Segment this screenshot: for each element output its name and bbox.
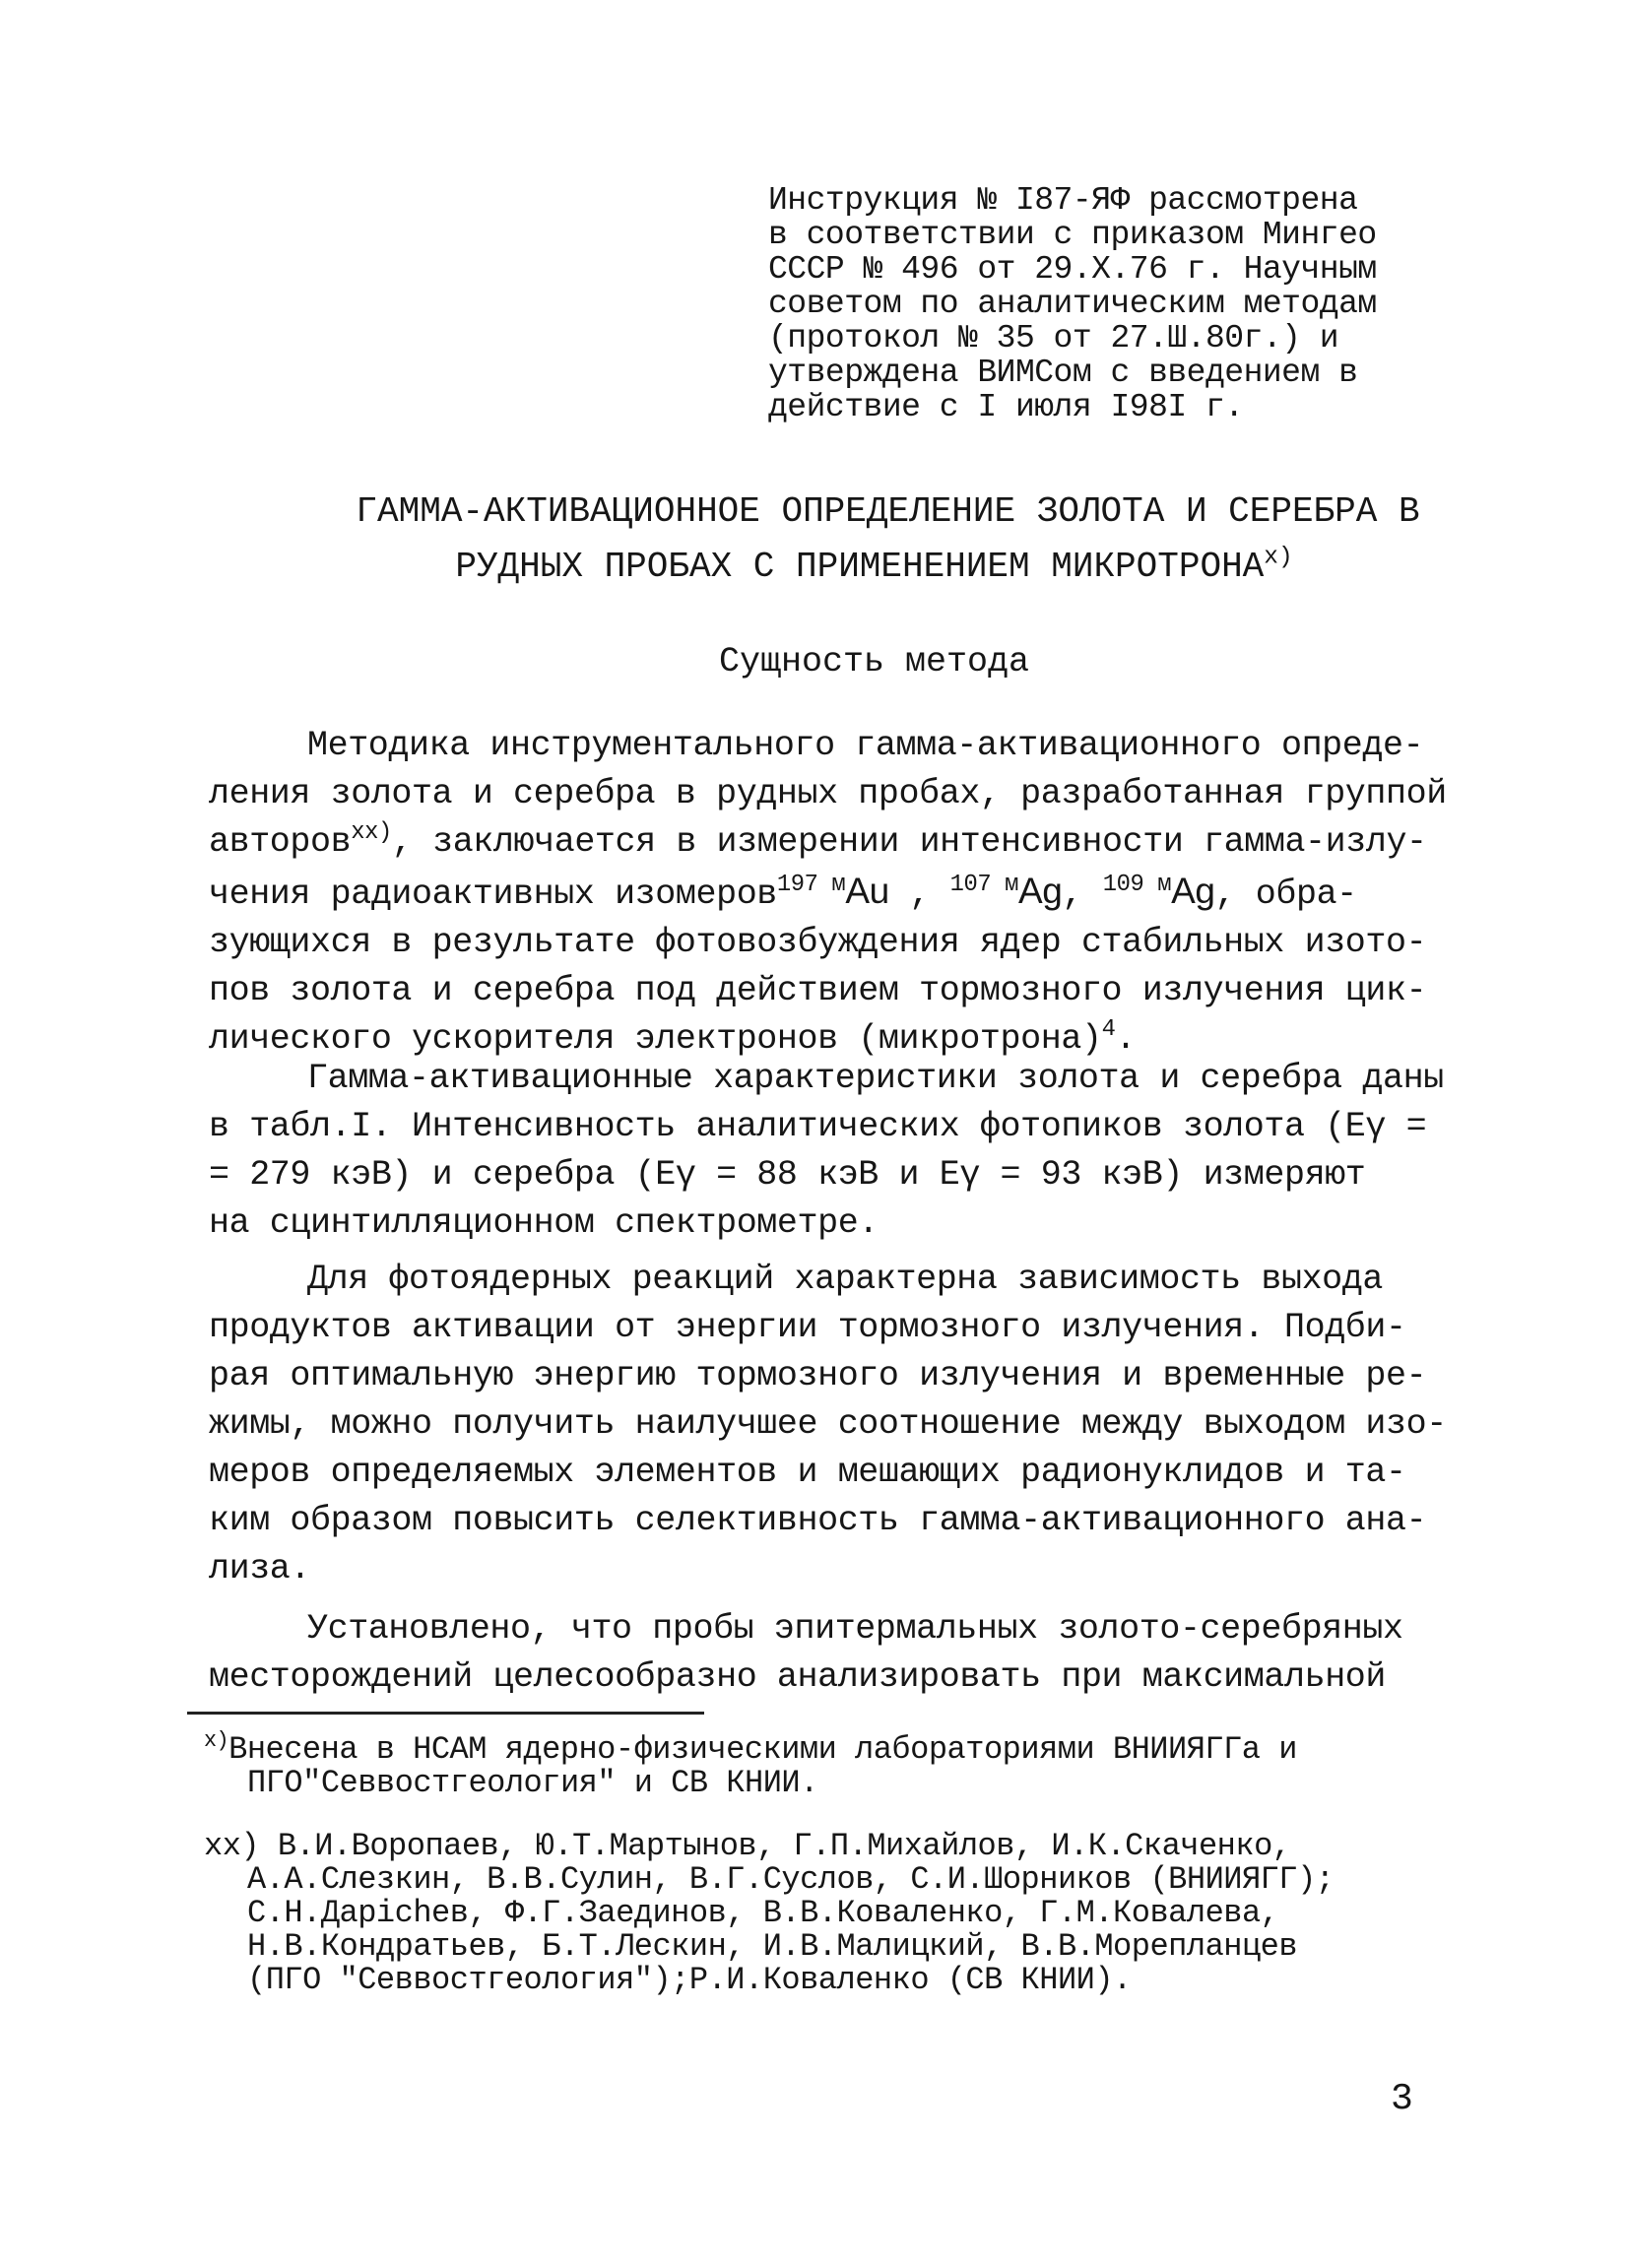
paragraph-method-essence	[209, 722, 1450, 1064]
text-line: ления золота и серебра в рудных пробах, разработанная группой	[209, 774, 1447, 813]
page-number: 3	[1391, 2078, 1413, 2120]
footnote-xx	[204, 1830, 1334, 1997]
text-line: чения радиоактивных изомеров$^{197 м}$Au , $^{107 м}$Ag, $^{109 м}$Ag, обра-	[209, 871, 1357, 914]
footnote-divider	[187, 1712, 704, 1715]
title-line-2	[0, 540, 1628, 595]
approval-line: Инструкция № I87-ЯФ рассмотрена	[768, 182, 1358, 219]
text-line: хх) В.И.Воропаев, Ю.Т.Мартынов, Г.П.Михайлов, И.К.Скаченко,	[204, 1828, 1291, 1864]
paragraph-established	[209, 1605, 1450, 1702]
text-line: Гамма-активационные характеристики золота и серебра даны	[307, 1059, 1444, 1098]
text-line	[204, 1728, 1297, 1768]
text-line: С.Н.Дарichев, Ф.Г.Заединов, В.В.Коваленко, Г.М.Ковалева,	[247, 1895, 1279, 1931]
footnote-mark-xx: xx)	[351, 818, 392, 846]
approval-line: действие с I июля I98I г.	[768, 389, 1244, 425]
approval-note	[768, 183, 1377, 424]
text-line: жимы, можно получить наилучшее соотношение между выходом изо-	[209, 1404, 1447, 1444]
text-line: пов золота и серебра под действием тормозного излучения цик-	[209, 971, 1427, 1010]
approval-line: советом по аналитическим методам	[768, 286, 1377, 322]
text-fragment: Внесена в НСАМ ядерно-физическими лабораториями ВНИИЯГГа и	[228, 1731, 1297, 1768]
text-fragment: авторов	[209, 822, 352, 862]
title-line-1: ГАММА-АКТИВАЦИОННОЕ ОПРЕДЕЛЕНИЕ ЗОЛОТА И СЕРЕБРА В	[356, 491, 1420, 532]
isotope-mass-au197: 197 м	[776, 871, 846, 898]
text-line: на сцинтилляционном спектрометре.	[209, 1203, 879, 1243]
section-heading	[0, 640, 1628, 683]
paragraph-characteristics	[209, 1055, 1450, 1248]
text-line: Н.В.Кондратьев, Б.Т.Лескин, И.В.Малицкий, В.В.Морепланцев	[247, 1928, 1298, 1965]
text-line: Установлено, что пробы эпитермальных золото-серебряных	[307, 1609, 1403, 1649]
text-line: (ПГО "Севвостгеология");Р.И.Коваленко (СВ КНИИ).	[247, 1962, 1132, 1998]
approval-line: утверждена ВИМСом с введением в	[768, 355, 1358, 391]
document-title	[0, 485, 1628, 595]
approval-line: в соответствии с приказом Мингео	[768, 217, 1377, 253]
text-line: лиза.	[209, 1549, 311, 1588]
footnote-mark-x: x)	[204, 1728, 229, 1754]
isotope-symbol-ag: Ag	[1171, 871, 1215, 911]
reference-mark: 4	[1101, 1015, 1116, 1043]
text-fragment: чения радиоактивных изомеров	[209, 875, 777, 914]
text-line: ПГО"Севвостгеология" и СВ КНИИ.	[247, 1765, 818, 1801]
isotope-symbol-au: Au	[845, 871, 889, 911]
text-line	[209, 818, 1450, 867]
text-fragment: , заключается в измерении интенсивности гамма-излу-	[391, 822, 1427, 862]
text-fragment: .	[1115, 1019, 1137, 1059]
text-line: рая оптимальную энергию тормозного излучения и временные ре-	[209, 1356, 1427, 1395]
isotope-mass-ag107: 107 м	[949, 871, 1018, 898]
section-heading-text: Сущность метода	[718, 642, 1030, 681]
text-line: месторождений целесообразно анализировать при максимальной	[209, 1657, 1386, 1697]
approval-line: СССР № 496 от 29.Х.76 г. Научным	[768, 251, 1377, 288]
footnote-x	[204, 1728, 1297, 1801]
text-line: меров определяемых элементов и мешающих радионуклидов и та-	[209, 1453, 1406, 1492]
text-line: ким образом повысить селективность гамма-активационного ана-	[209, 1501, 1427, 1540]
text-line: А.А.Слезкин, В.В.Сулин, В.Г.Суслов, С.И.Шорников (ВНИИЯГГ);	[247, 1861, 1335, 1898]
text-line: Для фотоядерных реакций характерна зависимость выхода	[307, 1260, 1383, 1299]
approval-line: (протокол № 35 от 27.Ш.80г.) и	[768, 320, 1339, 356]
paragraph-photonuclear	[209, 1256, 1450, 1593]
text-line: = 279 кэВ) и серебра (Еγ = 88 кэВ и Еγ = 93 кэВ) измеряют	[209, 1155, 1366, 1195]
text-line: зующихся в результате фотовозбуждения ядер стабильных изото-	[209, 923, 1427, 962]
text-line: в табл.I. Интенсивность аналитических фотопиков золота (Еγ =	[209, 1107, 1427, 1146]
title-line-2-text: РУДНЫХ ПРОБАХ С ПРИМЕНЕНИЕМ МИКРОТРОНА	[455, 547, 1265, 587]
text-fragment: , обра-	[1214, 875, 1357, 914]
footnote-mark-x: x)	[1264, 544, 1293, 571]
isotope-symbol-ag: Ag	[1018, 871, 1063, 911]
text-line: продуктов активации от энергии тормозного излучения. Подби-	[209, 1308, 1406, 1347]
text-fragment: лического ускорителя электронов (микротрона)	[209, 1019, 1102, 1059]
text-line: Методика инструментального гамма-активационного опреде-	[307, 726, 1424, 765]
isotope-mass-ag109: 109 м	[1102, 871, 1172, 898]
